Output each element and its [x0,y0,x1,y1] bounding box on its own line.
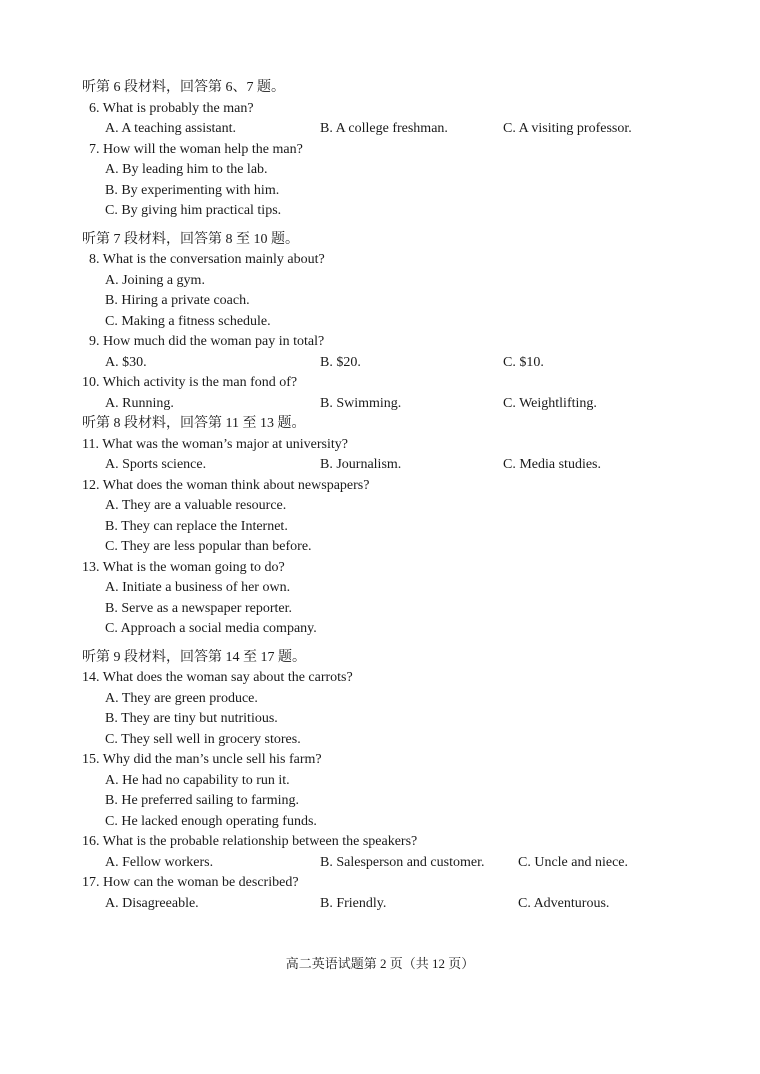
question-number: 9. [89,334,100,349]
question [82,435,682,456]
question [82,873,682,894]
option-a: A. Fellow workers. [105,854,214,870]
question [82,99,682,120]
question [82,332,682,353]
option-a: A. Joining a gym. [105,272,205,288]
option-b: B. By experimenting with him. [105,182,280,198]
question-number: 15. [82,752,100,767]
option-c: C. Uncle and niece. [518,854,629,870]
question-text: What is the conversation mainly about? [102,252,325,267]
question-number: 6. [89,100,100,116]
option-b: B. They are tiny but nutritious. [105,711,278,726]
option-row [82,119,682,140]
option-row [82,455,682,476]
question-text: What is the woman going to do? [102,559,285,575]
question [82,558,682,579]
question-text: How can the woman be described? [103,875,299,890]
question [82,832,682,853]
option-b: B. Swimming. [320,395,402,411]
question-number: 17. [82,875,100,890]
option-row [82,353,682,374]
option-c: C. He lacked enough operating funds. [105,813,317,829]
option-c: C. A visiting professor. [503,121,632,136]
option-c: C. Adventurous. [518,895,610,911]
question-number: 10. [82,375,100,390]
option-b: B. Serve as a newspaper reporter. [105,600,292,616]
question-text: Why did the man’s uncle sell his farm? [102,752,322,767]
question [82,476,682,497]
question [82,250,682,271]
option-a: A. $30. [105,354,147,370]
option-a: A. They are a valuable resource. [105,498,287,513]
question-text: What is the probable relationship between the speakers? [102,834,418,849]
section-heading: 听第 7 段材料，回答第 8 至 10 题。 [82,231,299,247]
option-row [82,853,682,874]
option-c: C. Media studies. [503,457,601,472]
section-heading: 听第 9 段材料，回答第 14 至 17 题。 [82,649,306,665]
question-number: 13. [82,559,100,575]
option-a: A. A teaching assistant. [105,121,237,136]
option-c: C. They sell well in grocery stores. [105,731,301,747]
question-number: 11. [82,436,99,452]
question [82,140,682,161]
option-c: C. They are less popular than before. [105,539,312,554]
question [82,668,682,689]
question-number: 14. [82,670,100,685]
option-b: B. Salesperson and customer. [320,854,485,870]
option-a: A. They are green produce. [105,690,258,706]
option-c: C. By giving him practical tips. [105,203,282,218]
question-text: Which activity is the man fond of? [102,375,298,390]
option-b: B. Journalism. [320,457,402,472]
question-text: How will the woman help the man? [103,141,303,157]
question-text: How much did the woman pay in total? [103,334,325,349]
option-a: A. He had no capability to run it. [105,772,290,788]
option-a: A. Disagreeable. [105,895,199,911]
question [82,750,682,771]
option-a: A. Running. [105,395,174,411]
listening-section [82,78,682,914]
option-b: B. A college freshman. [320,121,448,136]
question-text: What was the woman’s major at university? [102,436,348,452]
option-c: C. Weightlifting. [503,395,597,411]
option-b: B. Hiring a private coach. [105,293,250,308]
question-text: What is probably the man? [102,100,254,116]
option-b: B. He preferred sailing to farming. [105,793,299,808]
option-row [82,394,682,415]
question-number: 16. [82,834,100,849]
option-a: A. Initiate a business of her own. [105,580,291,595]
question-number: 7. [89,141,100,157]
section-heading: 听第 8 段材料，回答第 11 至 13 题。 [82,416,306,431]
section-heading: 听第 6 段材料，回答第 6、7 题。 [82,80,285,95]
option-b: B. $20. [320,354,361,370]
option-a: A. Sports science. [105,457,207,472]
option-c: C. Approach a social media company. [105,621,317,636]
page-footer: 高二英语试题第 2 页（共 12 页） [285,956,475,971]
option-b: B. Friendly. [320,895,387,911]
question-number: 12. [82,477,100,493]
option-a: A. By leading him to the lab. [105,162,268,177]
question [82,373,682,394]
option-row [82,894,682,915]
question-text: What does the woman say about the carrots? [102,670,353,685]
option-c: C. $10. [503,354,544,370]
option-b: B. They can replace the Internet. [105,518,288,534]
question-number: 8. [89,252,100,267]
question-text: What does the woman think about newspapers? [102,477,370,493]
option-c: C. Making a fitness schedule. [105,313,271,329]
